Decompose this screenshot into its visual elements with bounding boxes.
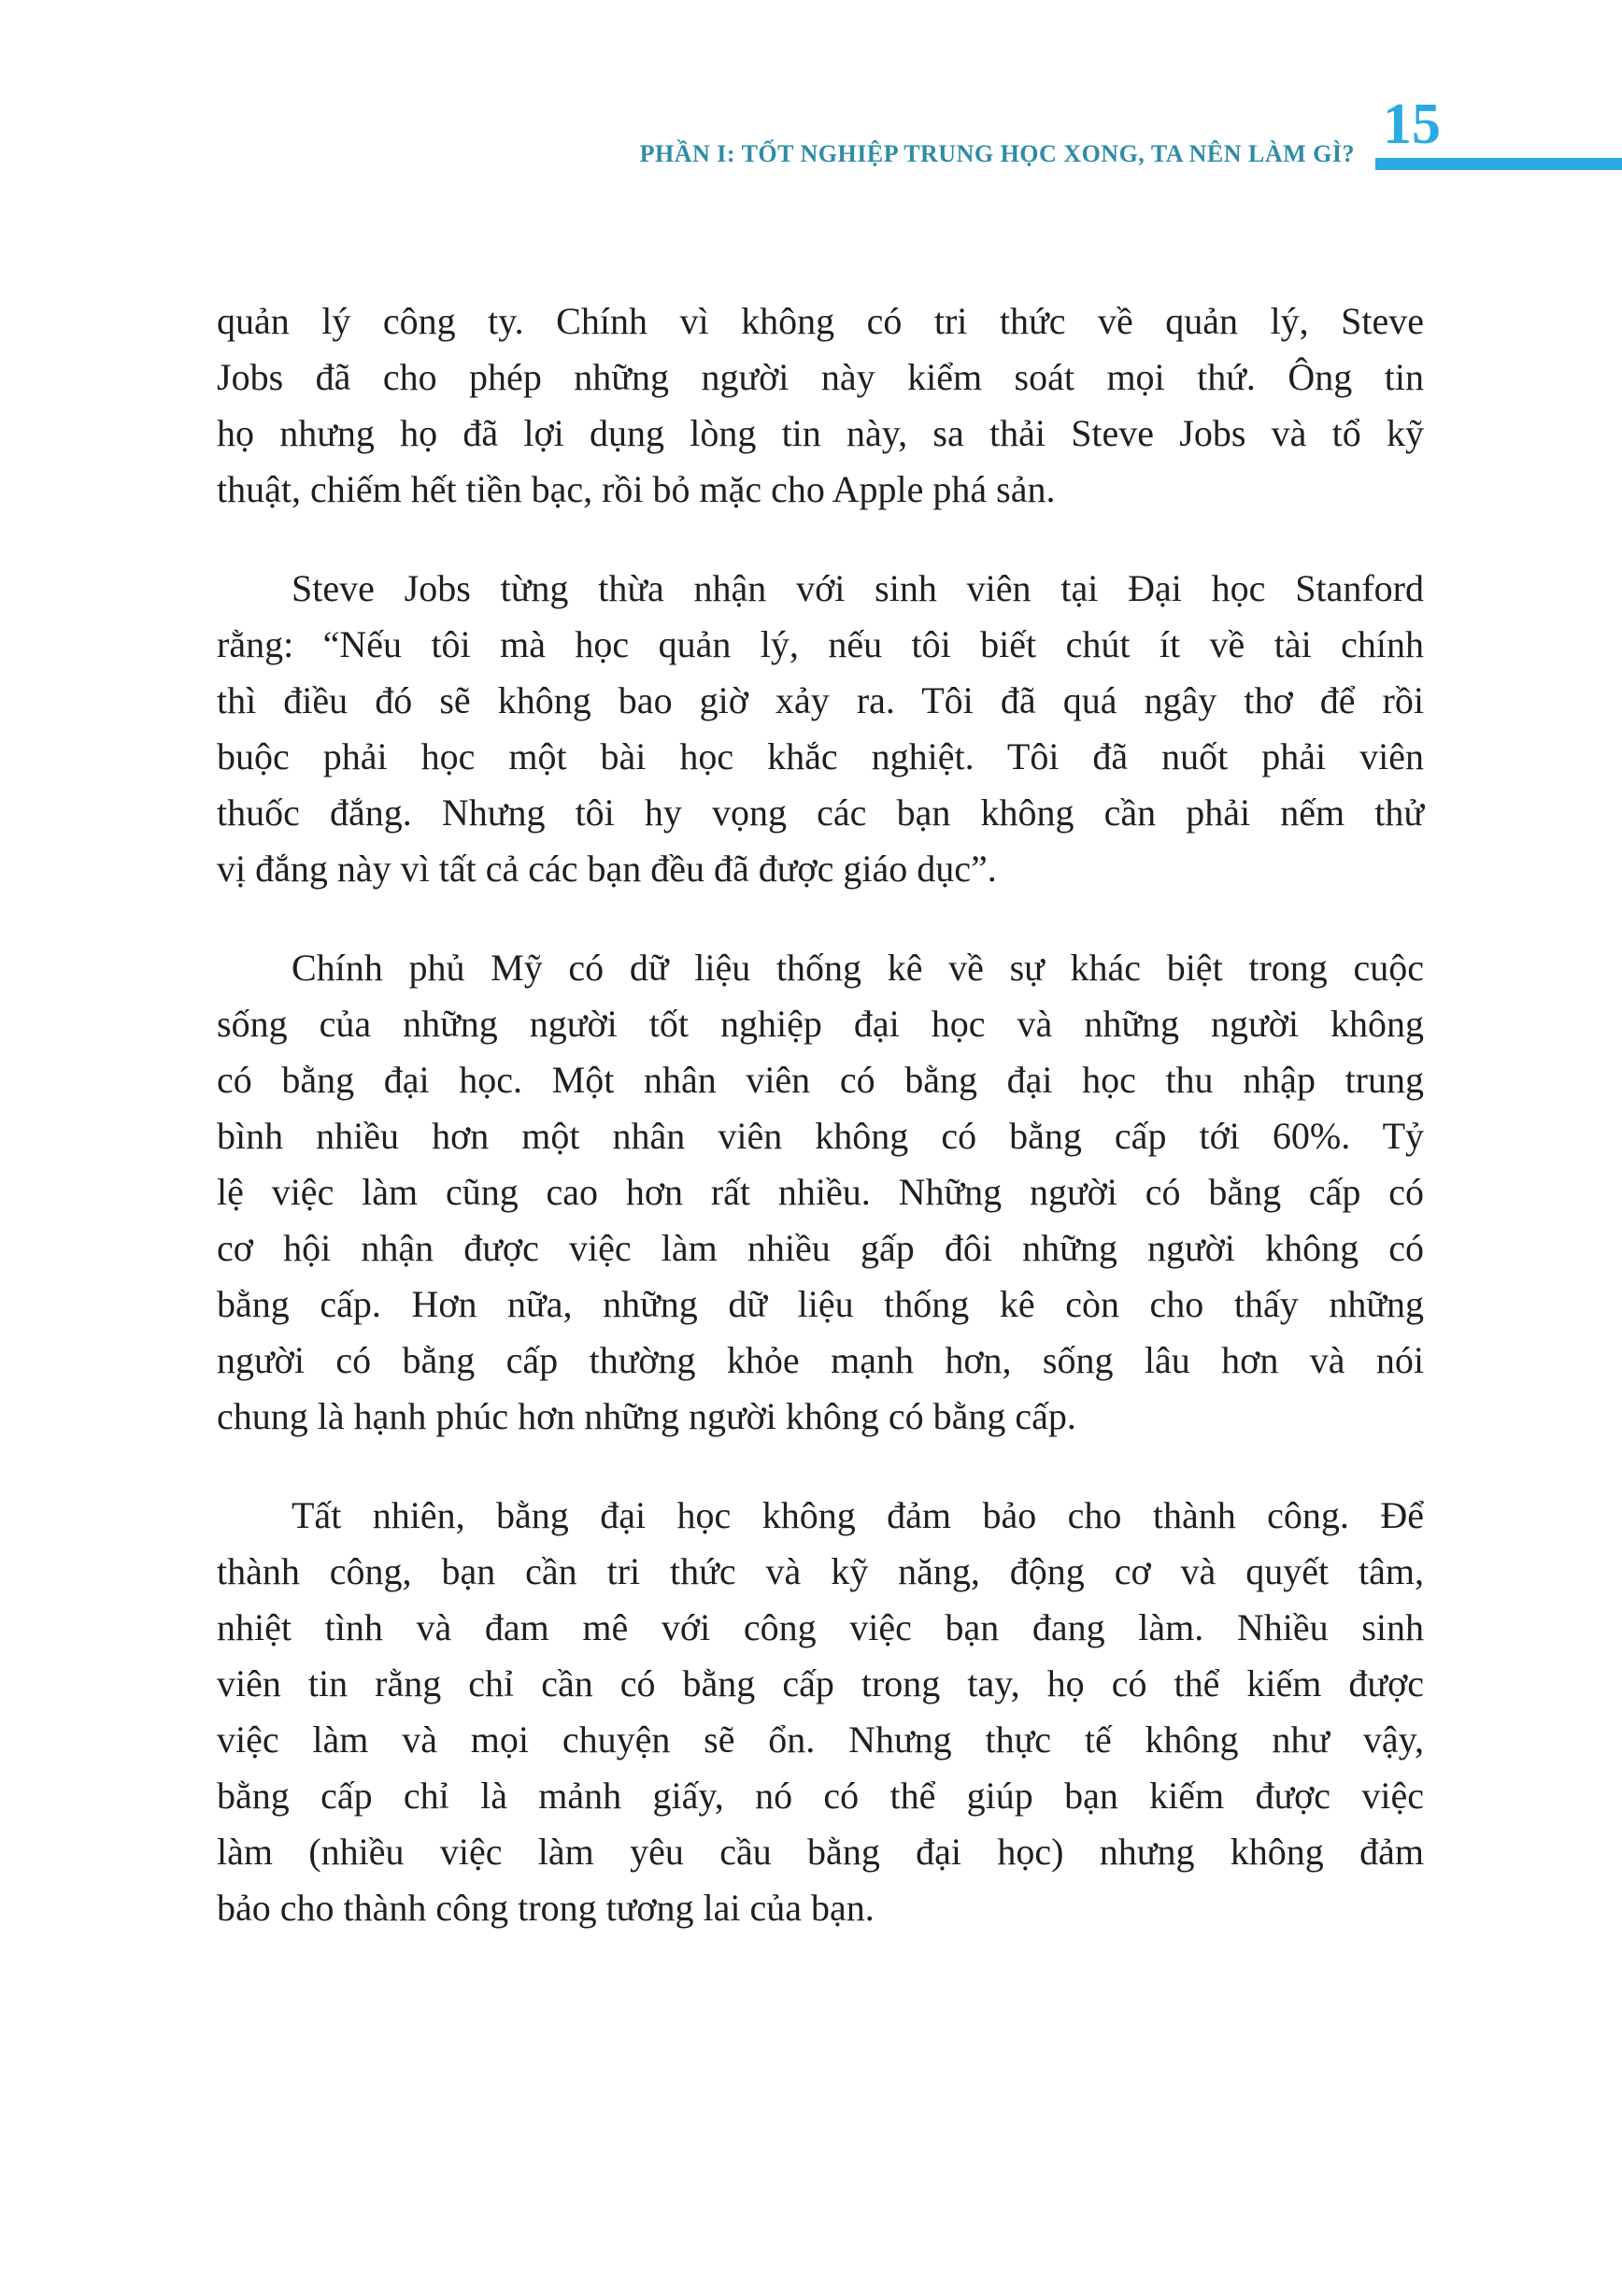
text-line: bảo cho thành công trong tương lai của bạn. [217, 1887, 875, 1929]
paragraph [217, 940, 1424, 1445]
text-line: Chính phủ Mỹ có dữ liệu thống kê về sự khác biệt trong cuộc [292, 947, 1424, 989]
paragraph [217, 1488, 1424, 1936]
text-line: viên tin rằng chỉ cần có bằng cấp trong tay, họ có thể kiếm được [217, 1662, 1424, 1704]
text-line: họ nhưng họ đã lợi dụng lòng tin này, sa thải Steve Jobs và tổ kỹ [217, 412, 1424, 454]
text-line: chung là hạnh phúc hơn những người không có bằng cấp. [217, 1395, 1076, 1437]
text-line: buộc phải học một bài học khắc nghiệt. Tôi đã nuốt phải viên [217, 735, 1424, 777]
text-line: Tất nhiên, bằng đại học không đảm bảo cho thành công. Để [292, 1494, 1424, 1536]
text-line: bằng cấp chỉ là mảnh giấy, nó có thể giúp bạn kiếm được việc [217, 1775, 1424, 1817]
text-line: Jobs đã cho phép những người này kiểm soát mọi thứ. Ông tin [217, 356, 1424, 398]
text-line: có bằng đại học. Một nhân viên có bằng đại học thu nhập trung [217, 1059, 1424, 1101]
text-line: lệ việc làm cũng cao hơn rất nhiều. Những người có bằng cấp có [217, 1171, 1424, 1213]
text-line: người có bằng cấp thường khỏe mạnh hơn, sống lâu hơn và nói [217, 1339, 1424, 1381]
text-line: thì điều đó sẽ không bao giờ xảy ra. Tôi đã quá ngây thơ để rồi [217, 679, 1424, 721]
page-number: 15 [1383, 93, 1441, 156]
paragraph [217, 561, 1424, 897]
text-line: vị đắng này vì tất cả các bạn đều đã được giáo dục”. [217, 848, 997, 890]
text-line: quản lý công ty. Chính vì không có tri thức về quản lý, Steve [217, 300, 1424, 342]
header-rule [1375, 158, 1622, 170]
text-line: thành công, bạn cần tri thức và kỹ năng, động cơ và quyết tâm, [217, 1550, 1424, 1592]
text-line: bằng cấp. Hơn nữa, những dữ liệu thống kê còn cho thấy những [217, 1283, 1424, 1325]
paragraph [217, 293, 1424, 518]
text-line: thuật, chiếm hết tiền bạc, rồi bỏ mặc cho Apple phá sản. [217, 468, 1056, 510]
text-line: làm (nhiều việc làm yêu cầu bằng đại học) nhưng không đảm [217, 1831, 1424, 1873]
text-line: bình nhiều hơn một nhân viên không có bằng cấp tới 60%. Tỷ [217, 1115, 1424, 1157]
text-line: rằng: “Nếu tôi mà học quản lý, nếu tôi biết chút ít về tài chính [217, 623, 1424, 665]
page-content [217, 293, 1424, 1936]
text-line: sống của những người tốt nghiệp đại học và những người không [217, 1003, 1424, 1045]
text-line: thuốc đắng. Nhưng tôi hy vọng các bạn không cần phải nếm thử [217, 791, 1424, 834]
text-line: Steve Jobs từng thừa nhận với sinh viên tại Đại học Stanford [292, 567, 1424, 609]
text-line: cơ hội nhận được việc làm nhiều gấp đôi những người không có [217, 1227, 1424, 1269]
chapter-header: PHẦN I: TỐT NGHIỆP TRUNG HỌC XONG, TA NÊN LÀM GÌ? [639, 140, 1355, 167]
text-line: nhiệt tình và đam mê với công việc bạn đang làm. Nhiều sinh [217, 1606, 1424, 1648]
text-line: việc làm và mọi chuyện sẽ ổn. Nhưng thực tế không như vậy, [217, 1718, 1424, 1761]
